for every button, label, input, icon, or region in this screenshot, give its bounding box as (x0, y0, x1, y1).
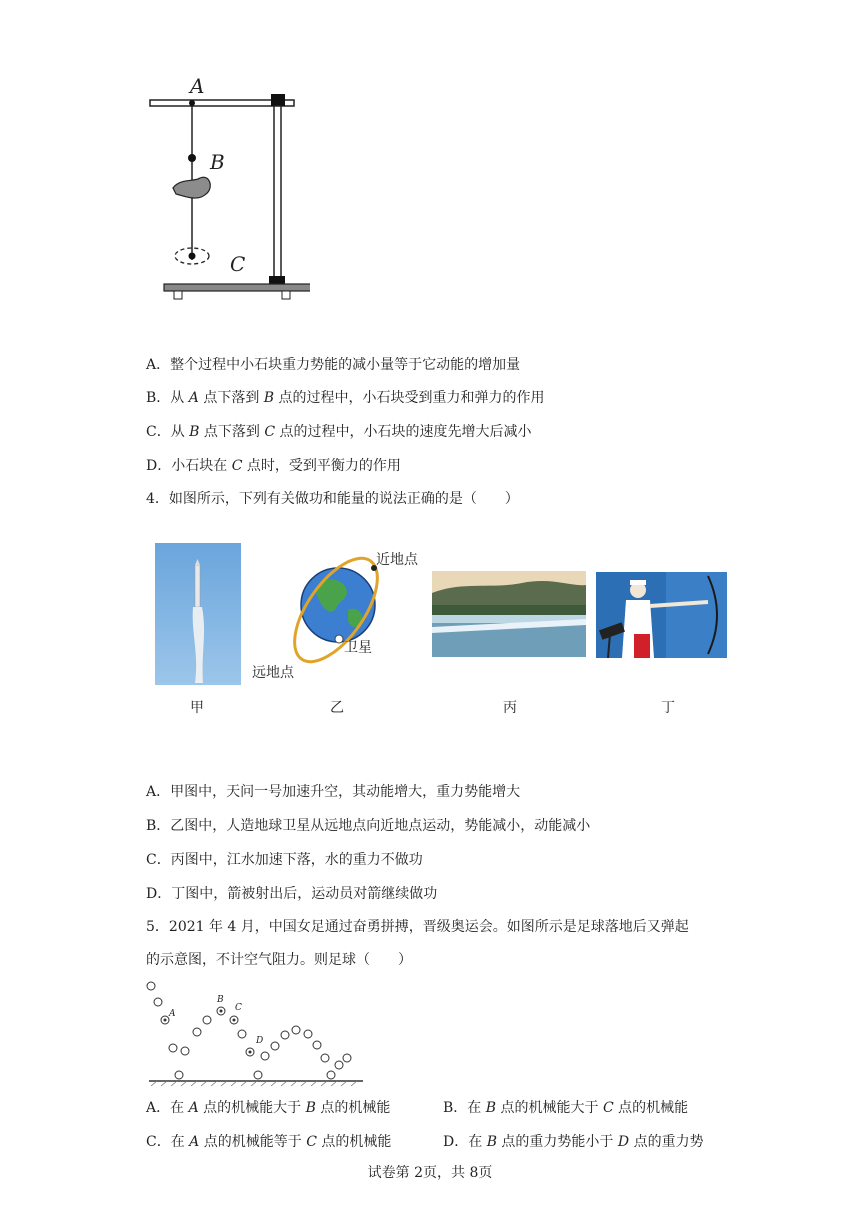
q4-stem: 4．如图所示，下列有关做功和能量的说法正确的是（ ） (146, 491, 519, 507)
q5-option-a: A．在 A 点的机械能大于 B 点的机械能 (146, 1100, 391, 1116)
archer-image (596, 572, 727, 658)
stand-base-clamp (269, 276, 285, 284)
q3-option-b: B．从 A 点下落到 B 点的过程中，小石块受到重力和弹力的作用 (146, 390, 545, 406)
satellite-icon (335, 635, 343, 643)
page-footer: 试卷第 2页，共 8页 (367, 1165, 493, 1181)
ball-label-b: B (217, 995, 224, 1005)
q5-option-b: B．在 B 点的机械能大于 C 点的机械能 (443, 1100, 689, 1116)
q3-option-d: D．小石块在 C 点时，受到平衡力的作用 (146, 458, 401, 474)
caption-jia: 甲 (190, 700, 204, 716)
ball-label-a: A (169, 1009, 176, 1019)
label-a: A (190, 74, 205, 98)
q5-option-c: C．在 A 点的机械能等于 C 点的机械能 (146, 1134, 392, 1150)
earth-icon (301, 568, 375, 642)
rocket-image (155, 543, 241, 685)
ball-label-c: C (235, 1003, 242, 1013)
river-image (432, 571, 586, 657)
label-b: B (210, 150, 225, 174)
stand-pole (274, 106, 281, 280)
q3-option-a: A．整个过程中小石块重力势能的减小量等于它动能的增加量 (146, 357, 521, 373)
stone (173, 177, 210, 198)
point-b-dot (188, 154, 196, 162)
stand-figure (140, 70, 310, 305)
q4-option-a: A．甲图中，天问一号加速升空，其动能增大，重力势能增大 (146, 784, 521, 800)
q4-option-c: C．丙图中，江水加速下落，水的重力不做功 (146, 852, 423, 868)
ball-bounce-figure (145, 978, 370, 1088)
caption-ding: 丁 (661, 700, 675, 716)
stand-clamp (271, 94, 285, 106)
ball-label-d: D (256, 1036, 264, 1046)
q4-option-b: B．乙图中，人造地球卫星从远地点向近地点运动，势能减小，动能减小 (146, 818, 591, 834)
caption-bing: 丙 (503, 700, 517, 716)
far-point-label: 远地点 (252, 665, 294, 681)
near-point-label: 近地点 (376, 552, 418, 568)
q3-option-c: C．从 B 点下落到 C 点的过程中，小石块的速度先增大后减小 (146, 424, 532, 440)
stand-base (164, 284, 310, 291)
label-c: C (230, 252, 246, 276)
q4-option-d: D．丁图中，箭被射出后，运动员对箭继续做功 (146, 886, 438, 902)
q5-stem-line1: 5．2021 年 4 月，中国女足通过奋勇拼搏，晋级奥运会。如图所示是足球落地后又弹起 (146, 919, 689, 935)
caption-yi: 乙 (330, 700, 344, 716)
q5-stem-line2: 的示意图，不计空气阻力。则足球（ ） (146, 952, 412, 968)
q5-option-d: D．在 B 点的重力势能小于 D 点的重力势 (443, 1134, 704, 1150)
satellite-label: 卫星 (344, 640, 372, 656)
